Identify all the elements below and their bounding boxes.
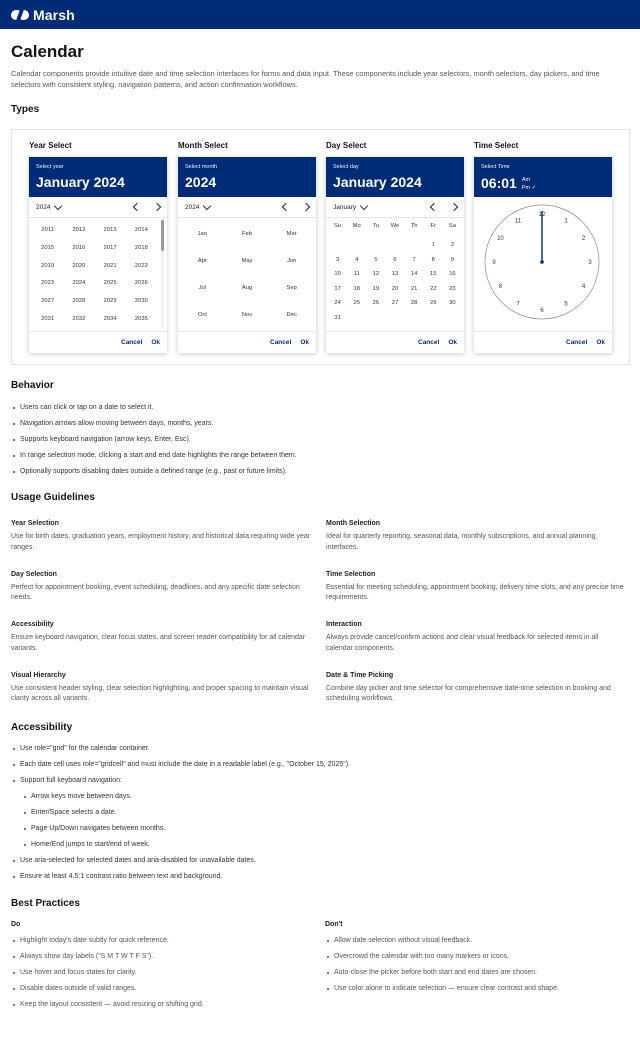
day-cell[interactable]: 11 [353, 271, 360, 278]
chevron-right-icon[interactable] [153, 203, 161, 211]
header-caption: Select year [36, 164, 64, 170]
year-cell[interactable]: 2012 [72, 227, 86, 233]
month-select-card [178, 157, 316, 353]
year-cell[interactable]: 2024 [72, 280, 86, 287]
clock-number[interactable]: 3 [588, 260, 592, 266]
weekday-label: Fr [430, 223, 437, 229]
year-cell[interactable]: 2029 [103, 298, 117, 305]
accessibility-subitem: Arrow keys move between days. [22, 792, 350, 808]
guideline-title: Visual Hierarchy [11, 671, 66, 679]
month-cell[interactable]: Jan [197, 231, 207, 237]
year-cell[interactable]: 2013 [103, 227, 117, 233]
clock-number[interactable]: 6 [540, 308, 544, 314]
year-cell[interactable]: 2031 [41, 315, 55, 322]
header-caption: Select Time [481, 164, 510, 170]
empty-cell [405, 238, 424, 253]
day-cell[interactable]: 26 [372, 300, 380, 307]
day-cell[interactable]: 3 [335, 256, 340, 263]
dont-item: Overcrowd the calendar with too many markers or icons. [325, 952, 559, 968]
clock-number[interactable]: 8 [498, 284, 503, 290]
behavior-item: Users can click or tap on a date to select it. [11, 403, 297, 419]
header-value: 2024 [185, 174, 217, 190]
behavior-item: Supports keyboard navigation (arrow keys, Enter, Esc). [11, 435, 297, 451]
behavior-item: Navigation arrows allow moving between days, months, years. [11, 419, 297, 435]
guideline-item [11, 571, 311, 604]
clock-center [540, 260, 544, 264]
accessibility-item: Use role="grid" for the calendar container. [11, 744, 350, 760]
card-header [178, 157, 316, 197]
guideline-title: Year Selection [11, 520, 59, 527]
card-actions [474, 331, 612, 353]
cancel-button[interactable]: Cancel [270, 339, 292, 346]
time-select-card [474, 157, 612, 353]
chevron-right-icon[interactable] [302, 203, 310, 211]
day-cell[interactable]: 16 [449, 271, 456, 278]
guideline-item [326, 672, 626, 705]
accessibility-list [11, 744, 350, 888]
month-cell[interactable]: Apr [197, 258, 207, 264]
behavior-item: In range selection mode, clicking a start and end date highlights the range between them. [11, 451, 297, 467]
card-actions [178, 331, 316, 353]
day-cell[interactable]: 24 [334, 300, 341, 307]
year-cell[interactable]: 2034 [103, 315, 117, 322]
year-cell[interactable]: 2018 [134, 244, 148, 251]
guideline-description: Ensure keyboard navigation, clear focus states, and screen reader compatibility for all calendar variants. [11, 634, 306, 652]
day-cell[interactable]: 5 [374, 256, 378, 263]
chevron-down-icon [203, 201, 211, 209]
day-select-panel [326, 140, 464, 346]
page-intro: Calendar components provide intuitive date and time selection interfaces for forms and data input. These components include year selectors, month selectors, day pickers, and time selectors with consistent styling, navigation patterns, and action confirmation workflows. [11, 69, 600, 89]
guideline-title: Date & Time Picking [326, 671, 394, 679]
day-cell[interactable]: 1 [431, 242, 435, 248]
day-cell[interactable]: 7 [412, 256, 416, 263]
month-cell[interactable]: Dec [286, 312, 297, 318]
month-cell[interactable]: Mar [286, 231, 297, 237]
do-item: Use hover and focus states for clarity. [11, 968, 204, 984]
guideline-item [11, 520, 311, 553]
day-cell[interactable]: 25 [353, 300, 360, 307]
day-cell[interactable]: 21 [410, 285, 418, 292]
year-dropdown[interactable]: 2024 [36, 204, 61, 211]
clock-number[interactable]: 5 [564, 301, 568, 308]
month-cell[interactable]: Jul [198, 285, 207, 291]
cancel-button[interactable]: Cancel [121, 339, 143, 346]
panel-title: Year Select [29, 141, 72, 150]
day-cell[interactable]: 9 [450, 256, 455, 263]
year-select-panel [29, 140, 167, 346]
do-item: Highlight today's date subtly for quick reference. [11, 936, 204, 952]
year-select-card [29, 157, 167, 353]
day-cell[interactable]: 12 [372, 271, 380, 278]
do-list [11, 936, 204, 1016]
year-cell[interactable]: 2015 [41, 244, 55, 251]
dont-item: Allow date selection without visual feedback. [325, 936, 559, 952]
header-caption: Select month [185, 164, 218, 170]
guideline-item [11, 621, 311, 654]
ok-button[interactable]: Ok [300, 339, 309, 346]
year-cell[interactable]: 2021 [103, 262, 117, 269]
guideline-description: Use consistent header styling, clear selection highlighting, and proper spacing to maintain visual clarity across all variants. [11, 684, 309, 702]
day-cell[interactable]: 19 [372, 285, 380, 292]
day-cell[interactable]: 23 [449, 285, 456, 292]
year-cell[interactable]: 2032 [72, 315, 86, 322]
card-actions [326, 331, 464, 353]
usage-heading: Usage Guidelines [11, 492, 95, 503]
year-cell[interactable]: 2030 [134, 298, 148, 305]
am-toggle[interactable]: Am [521, 177, 531, 183]
year-dropdown[interactable]: 2024 [185, 204, 210, 211]
header-value: 06:01 [481, 175, 517, 191]
clock-number[interactable]: 4 [581, 284, 586, 290]
month-cell[interactable]: Oct [197, 312, 207, 318]
day-cell[interactable]: 2 [450, 242, 455, 248]
year-cell[interactable]: 2020 [72, 262, 86, 269]
day-cell[interactable]: 29 [430, 300, 437, 307]
weekday-label: Su [334, 223, 342, 229]
scrollbar-thumb[interactable] [161, 220, 164, 251]
clock-number[interactable]: 12 [538, 212, 546, 218]
time-select-panel [474, 140, 612, 346]
pm-toggle[interactable]: Pm ✓ [521, 185, 537, 191]
do-item: Keep the layout consistent — avoid resizing or shifting grid. [11, 1000, 204, 1016]
day-cell[interactable]: 8 [431, 256, 435, 263]
weekday-label: Th [410, 223, 418, 229]
types-showcase [11, 129, 630, 365]
month-cell[interactable]: Jun [286, 258, 297, 264]
clock-number[interactable]: 7 [516, 301, 520, 308]
weekday-label: We [390, 223, 400, 229]
clock-number[interactable]: 10 [497, 236, 504, 242]
guideline-title: Accessibility [11, 621, 54, 628]
year-cell[interactable]: 2011 [41, 227, 54, 233]
brand-name[interactable]: Marsh [33, 6, 75, 23]
day-cell[interactable]: 4 [355, 256, 359, 263]
year-cell[interactable]: 2016 [72, 244, 86, 251]
year-cell[interactable]: 2022 [134, 262, 148, 269]
month-cell[interactable]: May [241, 258, 253, 264]
cancel-button[interactable]: Cancel [566, 339, 588, 346]
guideline-item [326, 520, 626, 553]
panel-title: Month Select [178, 141, 228, 150]
year-grid [29, 218, 167, 329]
year-cell[interactable]: 2017 [103, 244, 117, 251]
guideline-description: Ideal for quarterly reporting, seasonal data, monthly subscriptions, and annual planning interfaces. [326, 533, 596, 551]
header-value: January 2024 [333, 174, 422, 190]
year-cell[interactable]: 2014 [134, 227, 148, 233]
day-cell[interactable]: 27 [391, 300, 399, 307]
empty-cell [385, 238, 404, 253]
nav-row [178, 197, 316, 218]
ok-button[interactable]: Ok [448, 339, 457, 346]
clock-number[interactable]: 9 [492, 260, 496, 266]
marsh-logo-icon[interactable] [11, 10, 29, 20]
day-cell[interactable]: 6 [393, 256, 397, 263]
day-cell[interactable]: 30 [449, 300, 456, 307]
page-title: Calendar [11, 42, 84, 61]
guideline-item [11, 672, 311, 705]
month-grid [178, 218, 316, 332]
month-dropdown[interactable]: January [333, 204, 367, 211]
accessibility-subitem: Enter/Space selects a date. [22, 808, 350, 824]
day-grid [326, 235, 464, 326]
guideline-item [326, 621, 626, 654]
year-cell[interactable]: 2019 [41, 262, 55, 269]
panel-title: Day Select [326, 141, 367, 150]
top-bar [0, 0, 640, 29]
clock-number[interactable]: 1 [564, 218, 568, 225]
ok-button[interactable]: Ok [596, 339, 605, 346]
chevron-left-icon[interactable] [430, 203, 438, 211]
chevron-down-icon [360, 201, 368, 209]
clock-number[interactable]: 11 [514, 218, 522, 225]
clock-face[interactable] [474, 197, 612, 331]
weekday-label: Mo [352, 223, 361, 229]
ok-button[interactable]: Ok [151, 339, 160, 346]
chevron-down-icon [54, 201, 62, 209]
month-cell[interactable]: Nov [241, 312, 253, 318]
dont-heading: Don't [325, 921, 343, 928]
do-item: Disable dates outside of valid ranges. [11, 984, 204, 1000]
day-cell[interactable]: 13 [391, 271, 399, 278]
day-cell[interactable]: 15 [430, 271, 437, 278]
guideline-description: Combine day picker and time selector for comprehensive date-time selection in booking and scheduling workflows. [326, 684, 611, 702]
month-cell[interactable]: Feb [241, 231, 252, 237]
dont-item: Auto-close the picker before both start and end dates are chosen. [325, 968, 559, 984]
day-cell[interactable]: 14 [410, 271, 418, 278]
behavior-heading: Behavior [11, 380, 54, 391]
accessibility-item: Ensure at least 4.5:1 contrast ratio between text and background. [11, 872, 350, 888]
day-cell[interactable]: 28 [410, 300, 418, 307]
header-value: January 2024 [36, 174, 125, 190]
guideline-description: Use for birth dates, graduation years, employment history, and historical data requiring wide year ranges. [11, 533, 311, 551]
behavior-list [11, 403, 297, 483]
chevron-left-icon[interactable] [282, 203, 290, 211]
year-cell[interactable]: 2023 [41, 280, 55, 287]
empty-cell [366, 238, 385, 253]
cancel-button[interactable]: Cancel [418, 339, 440, 346]
types-heading: Types [11, 104, 40, 115]
header-caption: Select day [333, 164, 359, 170]
nav-row [326, 197, 464, 218]
guideline-title: Interaction [326, 621, 362, 628]
accessibility-subitem: Page Up/Down navigates between months. [22, 824, 350, 840]
guideline-description: Perfect for appointment booking, event scheduling, deadlines, and any specific date selection needs. [11, 583, 300, 601]
guideline-item [326, 571, 626, 604]
year-cell[interactable]: 2035 [134, 315, 148, 322]
accessibility-heading: Accessibility [11, 722, 73, 733]
card-actions [29, 331, 167, 353]
month-cell[interactable]: Aug [241, 285, 253, 291]
guideline-description: Essential for meeting scheduling, appointment booking, delivery time slots, and any precise time requirements. [326, 583, 624, 601]
weekday-label: Tu [372, 223, 380, 229]
day-cell[interactable]: 10 [334, 271, 341, 278]
accessibility-item: Support full keyboard navigation: [11, 776, 350, 792]
clock-number[interactable]: 2 [581, 236, 586, 242]
dont-list [325, 936, 559, 1000]
weekday-label: Sa [448, 223, 456, 229]
guideline-title: Time Selection [326, 570, 376, 578]
year-cell[interactable]: 2028 [72, 298, 86, 305]
do-item: Always show day labels ("S M T W T F S"). [11, 952, 204, 968]
card-header [474, 157, 612, 197]
month-cell[interactable]: Sep [286, 285, 297, 291]
day-select-card [326, 157, 464, 353]
month-select-panel [178, 140, 316, 346]
chevron-left-icon[interactable] [133, 203, 141, 211]
best-practices-heading: Best Practices [11, 898, 80, 909]
year-cell[interactable]: 2027 [41, 298, 55, 305]
chevron-right-icon[interactable] [450, 203, 458, 211]
nav-row [29, 197, 167, 218]
day-cell[interactable]: 20 [391, 285, 399, 292]
accessibility-item: Each date cell uses role="gridcell" and must include the date in a readable label (e.g., "October 15, 2025"). [11, 760, 350, 776]
empty-cell [328, 238, 347, 253]
day-cell[interactable]: 22 [430, 285, 437, 292]
day-cell[interactable]: 17 [334, 285, 341, 292]
do-heading: Do [11, 921, 21, 928]
year-cell[interactable]: 2026 [134, 280, 148, 287]
dont-item: Use color alone to indicate selection — ensure clear contrast and shape. [325, 984, 559, 1000]
guideline-title: Month Selection [326, 520, 381, 527]
card-header [326, 157, 464, 197]
behavior-item: Optionally supports disabling dates outside a defined range (e.g., past or future limits). [11, 467, 297, 483]
day-cell[interactable]: 31 [334, 314, 341, 321]
day-cell[interactable]: 18 [353, 285, 360, 292]
guideline-title: Day Selection [11, 570, 57, 578]
accessibility-subitem: Home/End jumps to start/end of week. [22, 840, 350, 856]
empty-cell [347, 238, 366, 253]
accessibility-item: Use aria-selected for selected dates and aria-disabled for unavailable dates. [11, 856, 350, 872]
card-header [29, 157, 167, 197]
guideline-description: Always provide cancel/confirm actions and clear visual feedback for selected items in all calendar components. [326, 634, 599, 652]
panel-title: Time Select [474, 141, 519, 150]
weekday-header [326, 218, 464, 235]
year-cell[interactable]: 2025 [103, 280, 117, 287]
